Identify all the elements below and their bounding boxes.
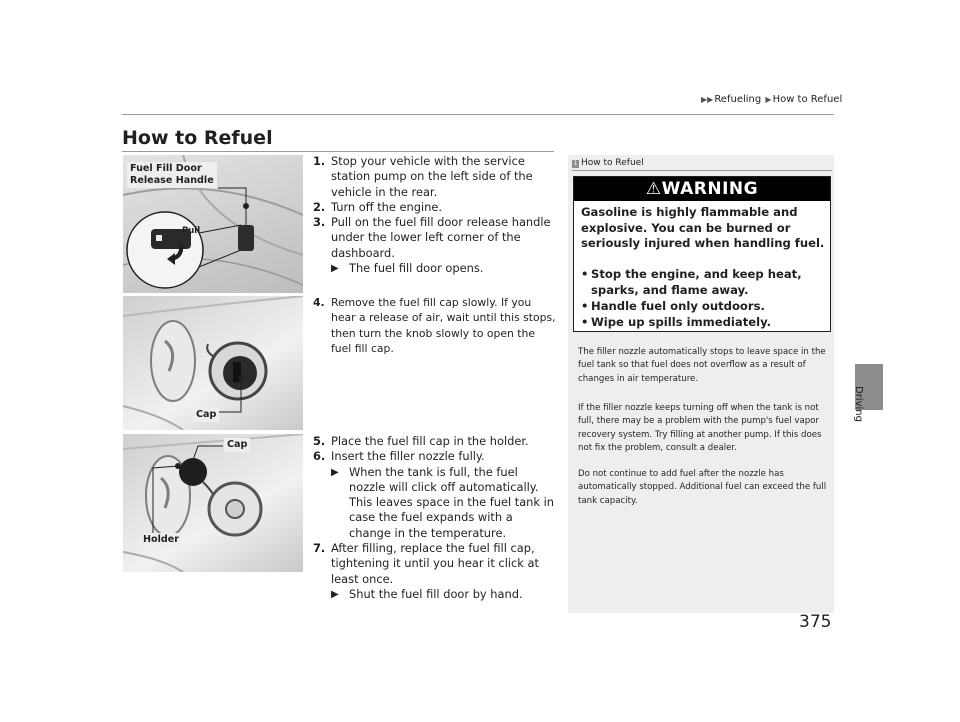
cap-label: Cap <box>193 408 219 422</box>
step-number: 4. <box>313 296 325 309</box>
step-text: Turn off the engine. <box>331 199 442 214</box>
note-heading-text: How to Refuel <box>581 158 644 168</box>
result-arrow-icon: ▶ <box>331 263 339 275</box>
step-number: 3. <box>313 215 326 230</box>
step-6 <box>313 449 557 464</box>
note-heading <box>572 158 644 168</box>
step-3 <box>313 215 557 261</box>
step-3-result <box>313 261 557 276</box>
step-text: Remove the fuel fill cap slowly. If you hear a release of air, wait until this stops, then turn the knob slowly to open the fuel fill cap. <box>331 296 556 355</box>
step-4 <box>313 295 557 356</box>
step-7 <box>313 541 557 587</box>
step-number: 5. <box>313 434 326 448</box>
pull-label: Pull <box>182 226 201 236</box>
step-number: 1. <box>313 154 326 168</box>
step-text: Insert the filler nozzle fully. <box>331 449 485 464</box>
step-2 <box>313 200 557 215</box>
step-text: Place the fuel fill cap in the holder. <box>331 434 529 448</box>
result-arrow-icon: ▶ <box>331 466 339 478</box>
title-divider <box>122 151 554 152</box>
step-number: 7. <box>313 541 326 556</box>
step-result-text: When the tank is full, the fuel nozzle will click off automatically. This leaves space in the fuel tank in case the fuel expands with a change in the temperature. <box>349 464 554 540</box>
page-title: How to Refuel <box>122 127 273 149</box>
step-6-result <box>313 465 557 541</box>
section-tab-label[interactable]: Driving <box>853 386 864 422</box>
warning-list-item: • Wipe up spills immediately. <box>581 314 827 330</box>
refuel-steps-5-7 <box>313 434 557 602</box>
breadcrumb-item[interactable]: How to Refuel <box>772 94 843 105</box>
warning-text: Gasoline is highly flammable and explosive. You can be burned or seriously injured when handling fuel. <box>581 205 825 251</box>
result-arrow-icon: ▶ <box>331 588 339 600</box>
step-number: 6. <box>313 449 326 464</box>
cap-label: Cap <box>224 438 250 452</box>
warning-list <box>581 266 827 330</box>
reference-marker-icon: 1 <box>573 160 578 167</box>
step-text: Stop your vehicle with the service station pump on the left side of the vehicle in the rear. <box>331 154 533 199</box>
refuel-steps-4 <box>313 295 557 356</box>
step-result-text: Shut the fuel fill door by hand. <box>349 586 523 601</box>
page-number: 375 <box>799 612 832 632</box>
breadcrumb-item[interactable]: Refueling <box>714 94 762 105</box>
header-divider <box>122 114 834 115</box>
fuel-cap-holder-drawing <box>123 434 303 572</box>
warning-list-item: • Handle fuel only outdoors. <box>581 298 827 314</box>
step-text: Pull on the fuel fill door release handle under the lower left corner of the dashboard. <box>331 215 551 260</box>
breadcrumb <box>700 94 842 105</box>
note-paragraph: The filler nozzle automatically stops to leave space in the fuel tank so that fuel does not overflow as a result of changes in air temperature. <box>578 347 826 384</box>
note-paragraph: If the filler nozzle keeps turning off when the tank is not full, there may be a problem with the pump's fuel vapor recovery system. Try filling at another pump. If this does not fix the problem, consult a dealer. <box>578 403 822 454</box>
holder-label: Holder <box>140 533 182 547</box>
step-1 <box>313 154 557 200</box>
warning-title-text: WARNING <box>661 179 759 199</box>
step-result-text: The fuel fill door opens. <box>349 261 484 276</box>
warning-triangle-icon: ⚠ <box>645 179 662 199</box>
breadcrumb-arrow-icon: ▶▶ <box>701 95 714 104</box>
warning-title <box>574 177 830 201</box>
note-divider <box>572 170 832 171</box>
step-text: After filling, replace the fuel fill cap, tightening it until you hear it click at least once. <box>331 541 539 586</box>
breadcrumb-arrow-icon: ▶ <box>765 95 772 104</box>
step-7-result <box>313 587 557 602</box>
fuel-door-release-label: Fuel Fill Door Release Handle <box>127 162 217 188</box>
refuel-steps <box>313 154 557 276</box>
step-5 <box>313 434 557 449</box>
note-paragraph: Do not continue to add fuel after the nozzle has automatically stopped. Additional fuel can exceed the full tank capacity. <box>578 469 827 506</box>
warning-list-item: • Stop the engine, and keep heat, sparks, and flame away. <box>581 266 827 298</box>
fuel-cap-holder-illustration <box>123 434 303 572</box>
step-number: 2. <box>313 199 326 214</box>
